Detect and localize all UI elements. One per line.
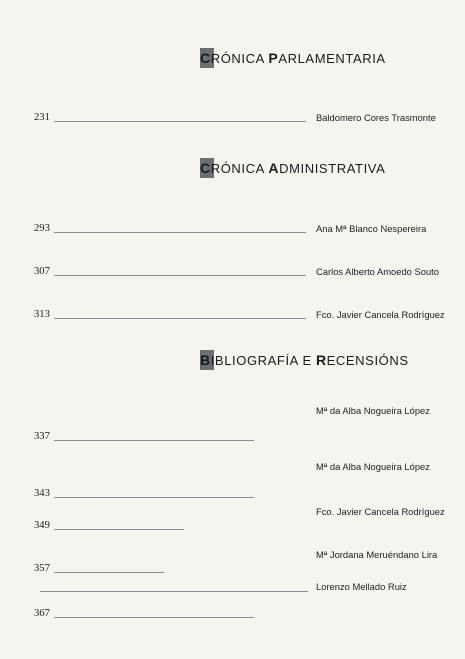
page-number: 293	[34, 223, 50, 234]
page-number: 349	[34, 520, 50, 531]
leader-line	[54, 572, 164, 573]
leader-line	[54, 275, 306, 276]
leader-line	[54, 497, 254, 498]
leader-line	[54, 440, 254, 441]
entry-author: Mª Jordana Meruéndano Lira	[316, 549, 438, 560]
page-number: 313	[34, 309, 50, 320]
entry-author: Carlos Alberto Amoedo Souto	[316, 266, 439, 277]
leader-line	[54, 232, 306, 233]
leader-line	[54, 529, 184, 530]
page-number: 337	[34, 431, 50, 442]
leader-line	[54, 121, 306, 122]
page-number: 343	[34, 488, 50, 499]
entry-author: Mª da Alba Nogueira López	[316, 461, 430, 472]
page-number: 307	[34, 266, 50, 277]
page-number: 367	[34, 608, 50, 619]
section-title: CRÓNICA PARLAMENTARIA	[200, 50, 386, 66]
page-number: 231	[34, 112, 50, 123]
leader-line	[40, 591, 308, 592]
page-number: 357	[34, 563, 50, 574]
entry-author: Baldomero Cores Trasmonte	[316, 112, 436, 123]
entry-author: Fco. Javier Cancela Rodríguez	[316, 506, 445, 517]
leader-line	[54, 617, 254, 618]
leader-line	[54, 318, 306, 319]
section-title: CRÓNICA ADMINISTRATIVA	[200, 160, 386, 176]
entry-author: Mª da Alba Nogueira López	[316, 405, 430, 416]
entry-author: Lorenzo Mellado Ruiz	[316, 581, 407, 592]
section-header-cronica-parlamentaria	[200, 48, 450, 68]
entry-author: Ana Mª Blanco Nespereira	[316, 223, 427, 234]
section-header-cronica-administrativa	[200, 158, 450, 178]
section-title: BIBLIOGRAFÍA E RECENSIÓNS	[200, 352, 409, 368]
entry-author: Fco. Javier Cancela Rodríguez	[316, 309, 445, 320]
section-header-bibliografia-recensions	[200, 350, 450, 370]
